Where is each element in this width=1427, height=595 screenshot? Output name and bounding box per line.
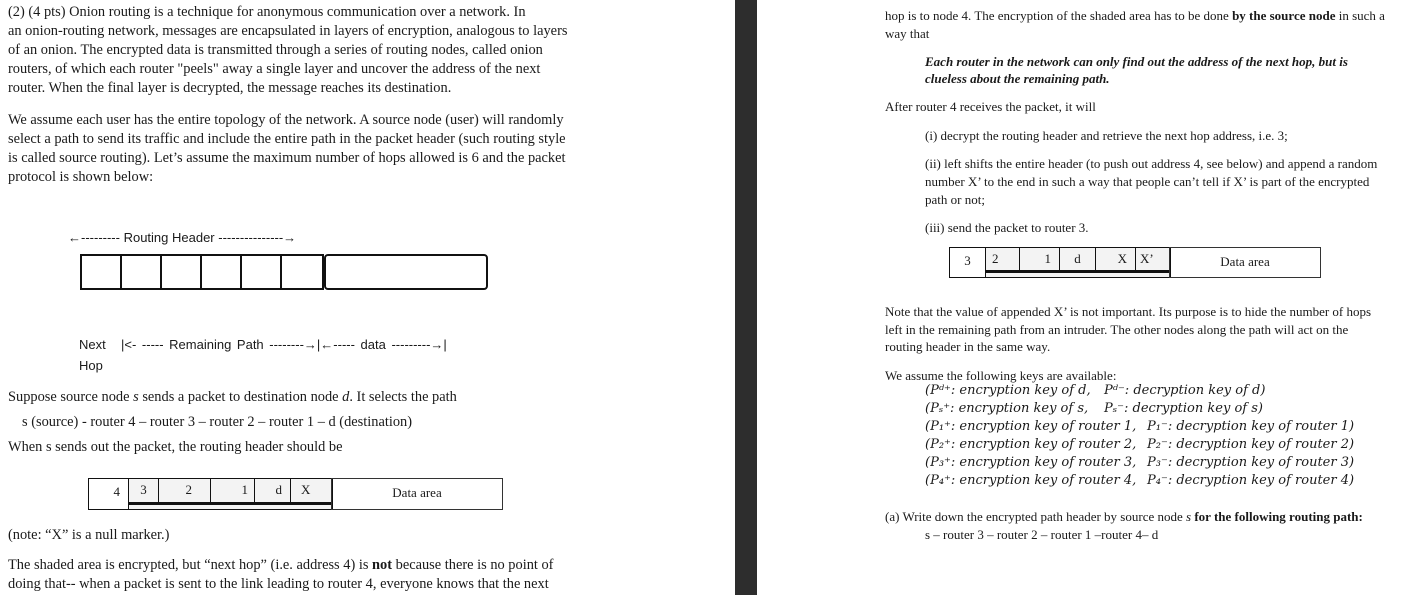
decryption-key: Pₛ⁻: decryption key of s) xyxy=(1104,401,1263,416)
header-cell: 1 xyxy=(1020,248,1060,273)
next-hop-label: Hop xyxy=(79,358,103,373)
encryption-key: (P₃⁺: encryption key of router 3, xyxy=(925,455,1137,470)
hop-line: hop is to node 4. The encryption of the shaded area has to be done by the source node in such a xyxy=(885,8,1385,23)
keys-intro: We assume the following keys are available: xyxy=(885,368,1117,383)
packet-format-diagram xyxy=(80,254,488,290)
header-cell: d xyxy=(255,479,291,505)
way-that-line: way that xyxy=(885,26,930,41)
router-quote xyxy=(925,53,1348,87)
encryption-key: (P₁⁺: encryption key of router 1, xyxy=(925,419,1137,434)
topology-line: select a path to send its traffic and include the entire path in the packet header (such routing style xyxy=(8,131,566,147)
decryption-key: P₂⁻: decryption key of router 2) xyxy=(1147,437,1355,452)
encryption-key: (Pᵈ⁺: encryption key of d, xyxy=(925,383,1091,398)
header-slot xyxy=(240,254,282,290)
header-cell: 3 xyxy=(950,248,986,277)
intro-line: routers, of which each router "peels" away a single layer and uncover the address of the next xyxy=(8,61,541,77)
step-ii-line: number X’ to the end in such a way that people can’t tell if X’ is part of the encrypted xyxy=(925,174,1370,189)
encryption-key: (Pₛ⁺: encryption key of s, xyxy=(925,401,1089,416)
router-quote-line: Each router in the network can only find out the address of the next hop, but is xyxy=(925,54,1348,69)
encryption-key: (P₂⁺: encryption key of router 2, xyxy=(925,437,1137,452)
header-slot xyxy=(120,254,162,290)
next-hop-label: Next xyxy=(79,337,106,352)
step-ii xyxy=(925,155,1377,209)
data-area-box xyxy=(331,478,503,510)
header-cell: d xyxy=(1060,248,1096,273)
router-quote-line: clueless about the remaining path. xyxy=(925,71,1110,86)
step-iii: (iii) send the packet to router 3. xyxy=(925,220,1089,235)
intro-line: an onion-routing network, messages are encapsulated in layers of encryption, analogous to layers xyxy=(8,23,568,39)
decryption-key: Pᵈ⁻: decryption key of d) xyxy=(1104,383,1266,398)
header-slot xyxy=(80,254,122,290)
note-line: (note: “X” is a null marker.) xyxy=(8,527,170,543)
topology-line: We assume each user has the entire topology of the network. A source node (user) will randomly xyxy=(8,112,564,128)
header-cell: X xyxy=(1096,248,1136,273)
data-area-label: Data area xyxy=(392,485,442,500)
routing-header-example-2 xyxy=(949,247,1321,278)
question-path: s – router 3 – router 2 – router 1 –router 4– d xyxy=(925,527,1159,542)
header-cell: X’ xyxy=(1136,248,1170,273)
note-line: routing header in the same way. xyxy=(885,339,1051,354)
header-cell: X xyxy=(291,479,332,505)
data-area-label: Data area xyxy=(1220,254,1270,269)
topology-line: protocol is shown below: xyxy=(8,169,154,185)
page-divider xyxy=(735,0,757,595)
note-paragraph xyxy=(885,303,1371,356)
decryption-key: P₃⁻: decryption key of router 3) xyxy=(1147,455,1355,470)
when-line: When s sends out the packet, the routing header should be xyxy=(8,439,343,455)
intro-paragraph xyxy=(8,3,567,98)
note-line: Note that the value of appended X’ is not important. Its purpose is to hide the number of hops xyxy=(885,304,1372,319)
header-cell: 2 xyxy=(159,479,211,505)
header-cell: 3 xyxy=(129,479,159,505)
decryption-key: P₁⁻: decryption key of router 1) xyxy=(1147,419,1355,434)
header-slot xyxy=(200,254,242,290)
routing-header-example-1 xyxy=(88,478,503,510)
suppose-line: Suppose source node s sends a packet to destination node d. It selects the path xyxy=(8,389,457,405)
header-cell: 2 xyxy=(986,248,1020,273)
step-ii-line: path or not; xyxy=(925,192,985,207)
note-line: left in the remaining path from an intruder. The other nodes along the path will act on the xyxy=(885,321,1349,337)
remaining-path-label: |<- ----- Remaining Path --------→|←----- data ---------→| xyxy=(121,337,447,352)
header-slot xyxy=(160,254,202,290)
after-line: After router 4 receives the packet, it will xyxy=(885,99,1096,114)
step-i: (i) decrypt the routing header and retrieve the next hop address, i.e. 3; xyxy=(925,128,1288,143)
decryption-key: P₄⁻: decryption key of router 4) xyxy=(1147,473,1355,488)
header-slot xyxy=(280,254,324,290)
shaded-line: The shaded area is encrypted, but “next hop” (i.e. address 4) is not because there is no point of xyxy=(8,557,554,573)
header-cells xyxy=(949,247,1171,278)
intro-line: of an onion. The encrypted data is transmitted through a series of routing nodes, called onion xyxy=(8,42,543,58)
intro-line: router. When the final layer is decrypted, the message reaches its destination. xyxy=(8,80,452,96)
encryption-key: (P₄⁺: encryption key of router 4, xyxy=(925,473,1137,488)
routing-header-label: ←--------- Routing Header ---------------→ xyxy=(68,230,297,245)
topology-line: is called source routing). Let’s assume the maximum number of hops allowed is 6 and the packet xyxy=(8,150,566,166)
question-a: (a) Write down the encrypted path header by source node s for the following routing path: xyxy=(885,509,1363,524)
step-ii-line: (ii) left shifts the entire header (to push out address 4, see below) and append a random xyxy=(925,156,1378,171)
header-cell: 4 xyxy=(89,479,129,509)
header-cells xyxy=(88,478,333,510)
doing-line: doing that-- when a packet is sent to the link leading to router 4, everyone knows that the next xyxy=(8,576,549,592)
intro-line: (2) (4 pts) Onion routing is a technique for anonymous communication over a network. In xyxy=(8,4,526,20)
path-line: s (source) - router 4 – router 3 – router 2 – router 1 – d (destination) xyxy=(22,414,413,430)
header-cell: 1 xyxy=(211,479,255,505)
topology-paragraph xyxy=(8,111,566,187)
data-area-box xyxy=(1169,247,1321,278)
right-page xyxy=(757,0,1427,595)
data-slot xyxy=(324,254,488,290)
